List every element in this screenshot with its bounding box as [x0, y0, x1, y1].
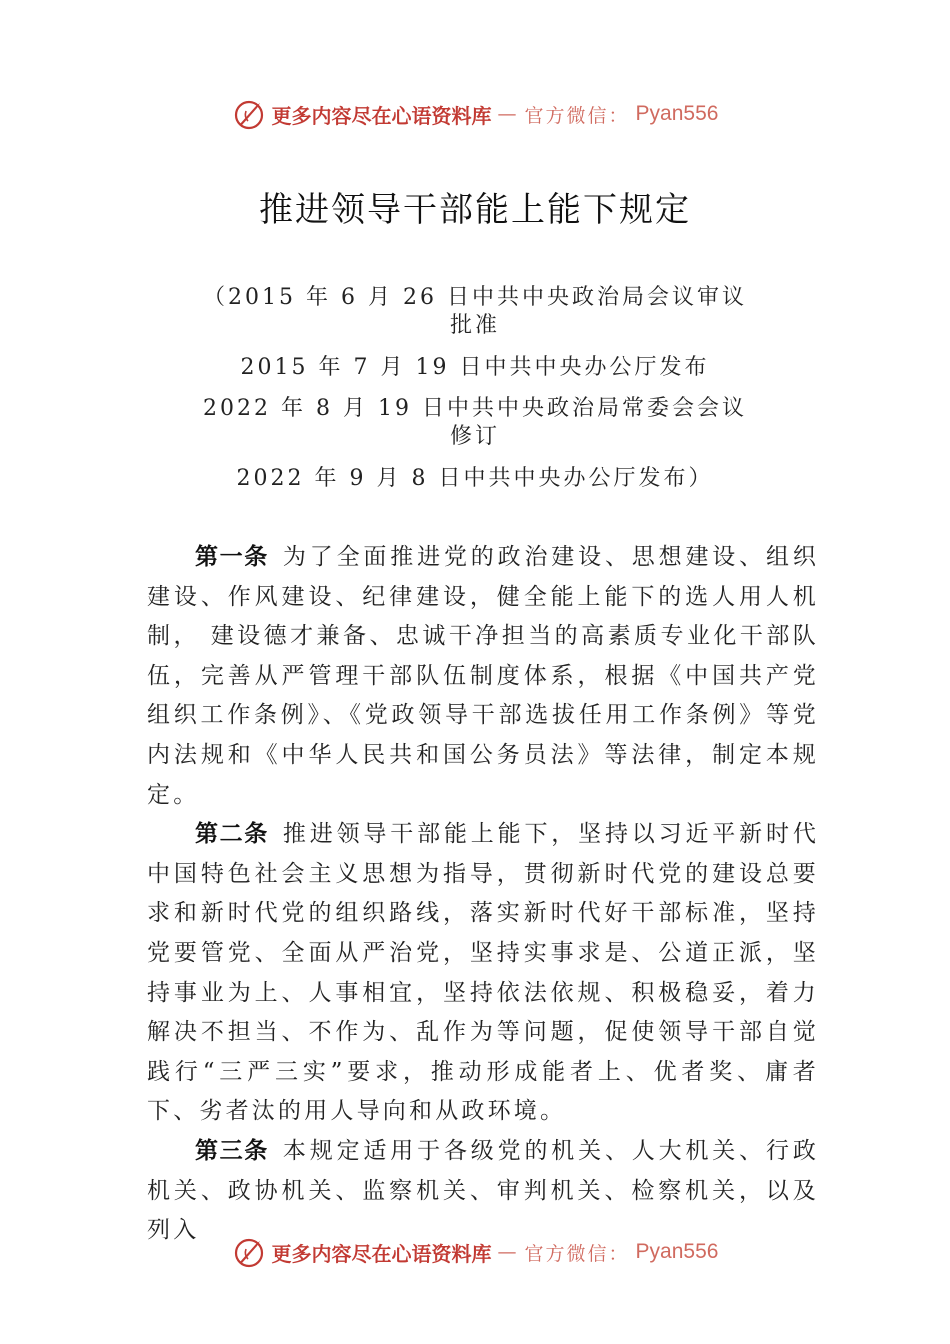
meta-line-4: 2022 年 9 月 8 日中共中央办公厅发布）	[236, 466, 714, 491]
document-body	[147, 538, 819, 1251]
article-label: 第一条	[195, 544, 269, 570]
article-text: 推进领导干部能上能下，坚持以习近平新时代中国特色社会主义思想为指导，贯彻新时代党的建设总要求和新时代党的组织路线，落实新时代好干部标准，坚持党要管党、全面从严治党，坚持实事求是、公道正派，坚持事业为上、人事相宜，坚持依法依规、积极稳妥，着力解决不担当、不作为、乱作为等问题，促使领导干部自觉践行“三严三实”要求，推动形成能者上、优者奖、庸者下、劣者汰的用人导向和从政环境。	[147, 821, 820, 1125]
article-label: 第二条	[195, 821, 269, 848]
watermark-main-text: 更多内容尽在心语资料库	[271, 103, 492, 128]
meta-line-3: 2022 年 8 月 19 日中共中央政治局常委会会议修订	[203, 396, 747, 449]
article-paragraph	[147, 815, 819, 1132]
article-text: 本规定适用于各级党的机关、人大机关、行政机关、政协机关、监察机关、审判机关、检察机关，以及列入	[147, 1137, 820, 1244]
meta-line-2: 2015 年 7 月 19 日中共中央办公厅发布	[240, 355, 710, 380]
footer-watermark	[0, 1232, 950, 1272]
article-text: 为了全面推进党的政治建设、思想建设、组织建设、作风建设、纪律建设，健全能上能下的选人用人机制， 建设德才兼备、忠诚干净担当的高素质专业化干部队伍，完善从严管理干部队伍制度体系，根据《中国共产党组织工作条例》、《党政领导干部选拔任用工作条例》等党内法规和《中华人民共和国公务员法》等法律，制定本规定。	[147, 544, 820, 808]
header-watermark	[0, 94, 950, 134]
watermark-wechat-id: Pyan556	[635, 1240, 719, 1263]
watermark-sub-text: 官方微信：	[524, 104, 630, 127]
watermark-dash: —	[497, 1241, 519, 1263]
quill-logo-icon	[232, 1235, 266, 1269]
meta-line-1: （2015 年 6 月 26 日中共中央政治局会议审议批准	[203, 285, 747, 338]
watermark-dash: —	[497, 103, 519, 125]
article-label: 第三条	[195, 1137, 269, 1164]
watermark-sub-text: 官方微信：	[524, 1242, 630, 1265]
document-title: 推进领导干部能上能下规定	[259, 190, 691, 230]
quill-logo-icon	[232, 97, 266, 131]
watermark-wechat-id: Pyan556	[635, 102, 719, 125]
article-paragraph	[147, 538, 819, 815]
watermark-main-text: 更多内容尽在心语资料库	[271, 1241, 492, 1266]
